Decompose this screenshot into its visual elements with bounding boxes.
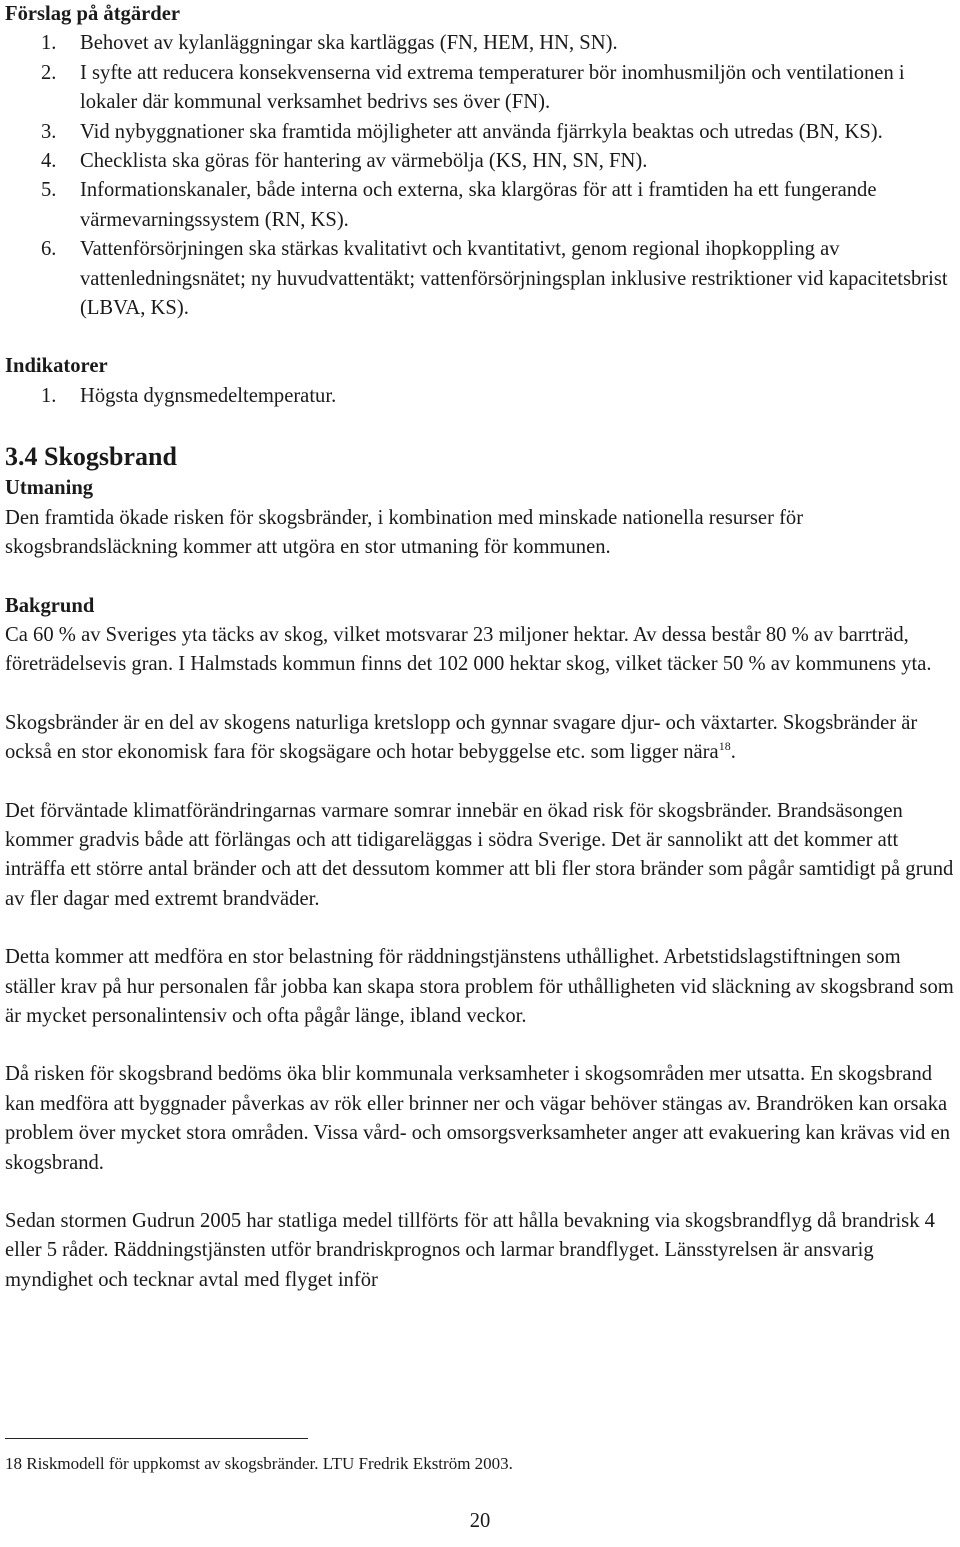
indikatorer-list: [5, 382, 955, 411]
bakgrund-heading: Bakgrund: [5, 594, 95, 617]
utmaning-heading: Utmaning: [5, 477, 94, 500]
bakgrund-paragraph-3: Det förväntade klimatförändringarnas varmare somrar innebär en ökad risk för skogsbränder. Brandsäsongen kommer gradvis både att förlängas och att tidigareläggas i södra Sverige. Det är sannolikt att det kommer att inträffa ett större antal bränder och att det dessutom kommer att bli fler stora bränder som pågår samtidigt på grund av fler dagar med extremt brandväder.: [5, 799, 954, 910]
utmaning-paragraph: Den framtida ökade risken för skogsbränder, i kombination med minskade nationella resurser för skogsbrandsläckning kommer att utgöra en stor utmaning för kommunen.: [5, 506, 804, 559]
bakgrund-paragraph-5: Då risken för skogsbrand bedöms öka blir kommunala verksamheter i skogsområden mer utsatta. En skogsbrand kan medföra att byggnader påverkas av rök eller brinner ner och vägar behöver stängas av. Brandröken kan orsaka problem över mycket stora områden. Vissa vård- och omsorgsverksamheter anger att evakuering kan krävas vid en skogsbrand.: [5, 1063, 951, 1174]
indikatorer-heading: Indikatorer: [5, 355, 108, 378]
list-item: 5. Informationskanaler, både interna och externa, ska klargöras för att i framtiden ha ett fungerande värmevarningssystem (RN, KS).: [41, 179, 877, 231]
list-item: 1. Högsta dygnsmedeltemperatur.: [41, 384, 337, 407]
bakgrund-paragraph-2: Skogsbränder är en del av skogens naturliga kretslopp och gynnar svagare djur- och växtarter. Skogsbränder är också en stor ekonomisk fara för skogsägare och hotar bebyggelse etc. som ligger nära$^{18}$.: [5, 711, 918, 764]
list-item: 4. Checklista ska göras för hantering av värmebölja (KS, HN, SN, FN).: [41, 150, 648, 173]
footnote: 18 Riskmodell för uppkomst av skogsbränder. LTU Fredrik Ekström 2003.: [5, 1454, 513, 1473]
list-item: 2. I syfte att reducera konsekvenserna vid extrema temperaturer bör inomhusmiljön och ventilationen i lokaler där kommunal verksamhet bedrivs ses över (FN).: [41, 61, 905, 114]
list-item: 6. Vattenförsörjningen ska stärkas kvalitativt och kvantitativt, genom regional ihopkoppling av vattenledningsnätet; ny huvudvattentäkt; vattenförsörjningsplan inklusive restriktioner vid kapacitetsbrist (LBVA, KS).: [41, 238, 948, 320]
document-page: [5, 0, 955, 1295]
footnote-reference[interactable]: 18: [718, 739, 731, 754]
bakgrund-paragraph-1: Ca 60 % av Sveriges yta täcks av skog, vilket motsvarar 23 miljoner hektar. Av dessa består 80 % av barrträd, företrädelsevis gran. I Halmstads kommun finns det 102 000 hektar skog, vilket täcker 50 % av kommunens yta.: [5, 623, 932, 676]
section-title: 3.4 Skogsbrand: [5, 442, 177, 472]
forslag-list: [5, 29, 955, 323]
page-number: 20: [469, 1510, 491, 1532]
bakgrund-paragraph-4: Detta kommer att medföra en stor belastning för räddningstjänstens uthållighet. Arbetstidslagstiftningen som ställer krav på hur personalen får jobba kan skapa stora problem för uthålligheten vid släckning av skogsbrand som är mycket personalintensiv och ofta pågår länge, ibland veckor.: [5, 946, 954, 1027]
list-item: 3. Vid nybyggnationer ska framtida möjligheter att använda fjärrkyla beaktas och utredas (BN, KS).: [41, 120, 883, 143]
list-item: 1. Behovet av kylanläggningar ska kartläggas (FN, HEM, HN, SN).: [41, 32, 618, 55]
bakgrund-paragraph-6: Sedan stormen Gudrun 2005 har statliga medel tillförts för att hålla bevakning via skogsbrandflyg då brandrisk 4 eller 5 råder. Räddningstjänsten utför brandriskprognos och larmar brandflyget. Länsstyrelsen är ansvarig myndighet och tecknar avtal med flyget inför: [5, 1210, 935, 1291]
footnote-divider: [5, 1438, 308, 1439]
forslag-heading: Förslag på åtgärder: [5, 3, 181, 25]
